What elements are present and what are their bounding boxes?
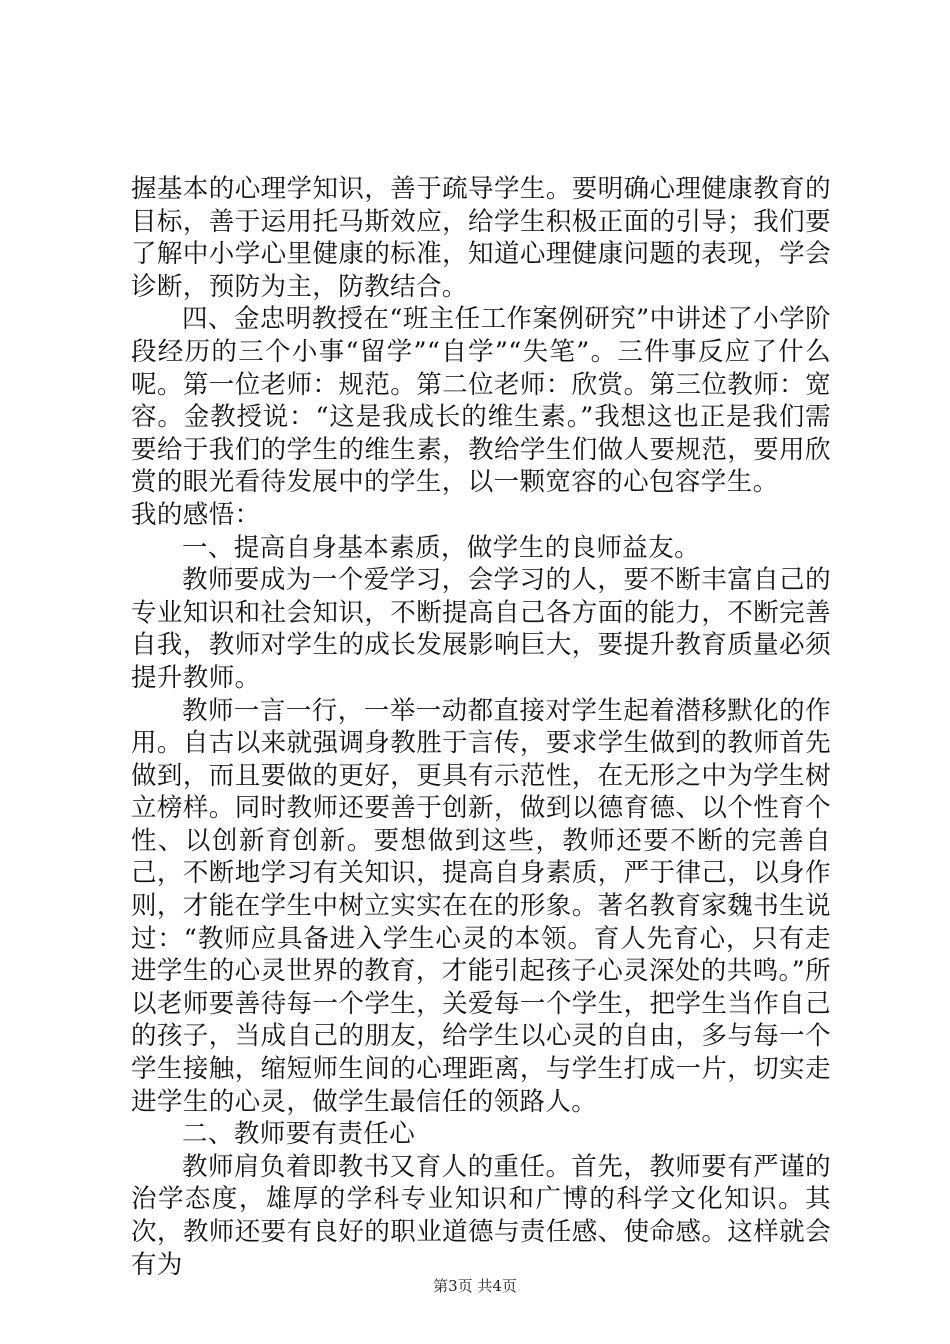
paragraph-responsibility: 教师肩负着即教书又育人的重任。首先，教师要有严谨的治学态度，雄厚的学科专业知识和广博的科学文化知识。其次，教师还要有良好的职业道德与责任感、使命感。这样就会有为 (131, 1151, 831, 1280)
paragraph-reflection-heading: 我的感悟： (131, 499, 261, 530)
heading-point-two: 二、教师要有责任心 (182, 1119, 416, 1150)
heading-point-one: 一、提高自身基本素质，做学生的良师益友。 (182, 532, 701, 563)
paragraph-section-four: 四、金忠明教授在“班主任工作案例研究”中讲述了小学阶段经历的三个小事“留学”“自学”“失笔”。三件事反应了什么呢。第一位老师：规范。第二位老师：欣赏。第三位教师：宽容。金教授说：“这是我成长的维生素。”我想这也正是我们需要给于我们的学生的维生素，教给学生们做人要规范，要用欣赏的眼光看待发展中的学生，以一颗宽容的心包容学生。 (131, 304, 831, 498)
paragraph-teacher-example: 教师一言一行，一举一动都直接对学生起着潜移默化的作用。自古以来就强调身教胜于言传，要求学生做到的教师首先做到，而且要做的更好，更具有示范性，在无形之中为学生树立榜样。同时教师还要善于创新，做到以德育德、以个性育个性、以创新育创新。要想做到这些，教师还要不断的完善自己，不断地学习有关知识，提高自身素质，严于律己，以身作则，才能在学生中树立实实在在的形象。著名教育家魏书生说过：“教师应具备进入学生心灵的本领。育人先育心，只有走进学生的心灵世界的教育，才能引起孩子心灵深处的共鸣。”所以老师要善待每一个学生，关爱每一个学生，把学生当作自己的孩子，当成自己的朋友，给学生以心灵的自由，多与每一个学生接触，缩短师生间的心理距离，与学生打成一片，切实走进学生的心灵，做学生最信任的领路人。 (131, 695, 831, 1117)
document-body (131, 173, 831, 1281)
paragraph-teacher-learning: 教师要成为一个爱学习，会学习的人，要不断丰富自己的专业知识和社会知识，不断提高自己各方面的能力，不断完善自我，教师对学生的成长发展影响巨大，要提升教育质量必须提升教师。 (131, 565, 831, 693)
paragraph-continuation: 握基本的心理学知识，善于疏导学生。要明确心理健康教育的目标，善于运用托马斯效应，给学生积极正面的引导；我们要了解中小学心里健康的标准，知道心理健康问题的表现，学会诊断，预防为主，防教结合。 (131, 174, 831, 302)
page-number-footer: 第3页 共4页 (433, 1277, 517, 1295)
